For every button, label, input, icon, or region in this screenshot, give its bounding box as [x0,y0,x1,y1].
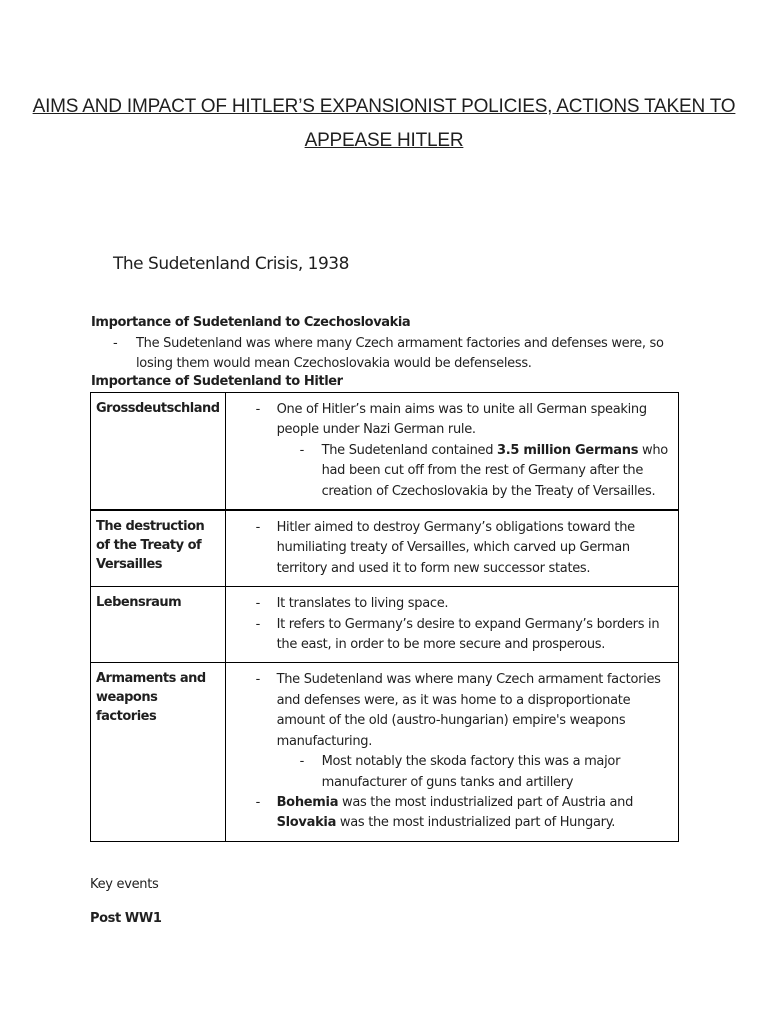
row-content [225,587,678,663]
row-content [225,393,678,511]
bullet-dash: - [255,794,260,810]
list-item [226,615,672,656]
document-title-line-1: AIMS AND IMPACT OF HITLER’S EXPANSIONIST POLICIES, ACTIONS TAKEN TO [32,96,736,117]
importance-table [90,392,679,842]
heading-importance-hitler: Importance of Sudetenland to Hitler [91,374,343,389]
list-item [226,594,672,614]
list-item [226,793,672,834]
row-content [225,510,678,587]
bold-text: Slovakia [276,815,337,831]
intro-bullet-list [91,334,691,374]
list-item [226,670,672,752]
section-subtitle: The Sudetenland Crisis, 1938 [113,254,349,274]
heading-importance-czechoslovakia: Importance of Sudetenland to Czechoslovakia [91,315,411,330]
bullet-dash: - [255,596,260,612]
bullet-text: The Sudetenland was where many Czech armament factories and defenses were, as it was home to a disproportionate amount of the old (austro-hungarian) empire's weapons manufacturing. [276,672,661,749]
list-item [226,400,672,441]
bold-text: 3.5 million Germans [497,442,639,458]
bullet-dash: - [299,754,304,770]
row-label: Grossdeutschland [91,393,226,511]
bullet-text: who had been cut off from the rest of Germany after the creation of Czechoslovakia by the Treaty of Versailles. [321,442,668,499]
bold-text: Bohemia [276,794,339,810]
table-row [91,510,679,587]
table-row [91,663,679,841]
row-label: Lebensraum [91,587,226,663]
bullet-dash: - [113,336,118,351]
bullet-text: was the most industrialized part of Austria and [338,794,634,810]
bullet-text: It refers to Germany’s desire to expand Germany’s borders in the east, in order to be more secure and prosperous. [276,616,660,653]
bullet-dash: - [255,520,260,536]
document-title-line-2: APPEASE HITLER [304,130,464,151]
bullet-text: was the most industrialized part of Hungary. [336,815,616,831]
table-row [91,587,679,663]
row-label: Armaments and weapons factories [91,663,226,841]
bullet-text: One of Hitler’s main aims was to unite all German speaking people under Nazi German rule. [276,402,647,438]
bullet-text: The Sudetenland contained [321,442,498,458]
sub-list-item [226,752,672,793]
row-label: The destruction of the Treaty of Versailles [91,510,226,587]
sub-list-item [226,441,672,502]
bullet-dash: - [255,672,260,688]
bullet-text: Most notably the skoda factory this was a major manufacturer of guns tanks and artillery [321,754,621,790]
key-events-label: Key events [90,877,159,892]
list-item [226,518,672,579]
bullet-text: Hitler aimed to destroy Germany’s obligations toward the humiliating treaty of Versailles, which carved up German territory and used it to form new successor states. [276,520,635,576]
list-item [91,334,691,374]
row-content [225,663,678,841]
bullet-dash: - [255,402,260,417]
bullet-text: It translates to living space. [276,596,449,612]
post-ww1-heading: Post WW1 [90,911,162,926]
bullet-dash: - [255,616,260,632]
bullet-text: The Sudetenland was where many Czech armament factories and defenses were, so losing them would mean Czechoslovakia would be defenseless. [136,336,664,371]
bullet-dash: - [299,442,304,458]
table-row [91,393,679,511]
